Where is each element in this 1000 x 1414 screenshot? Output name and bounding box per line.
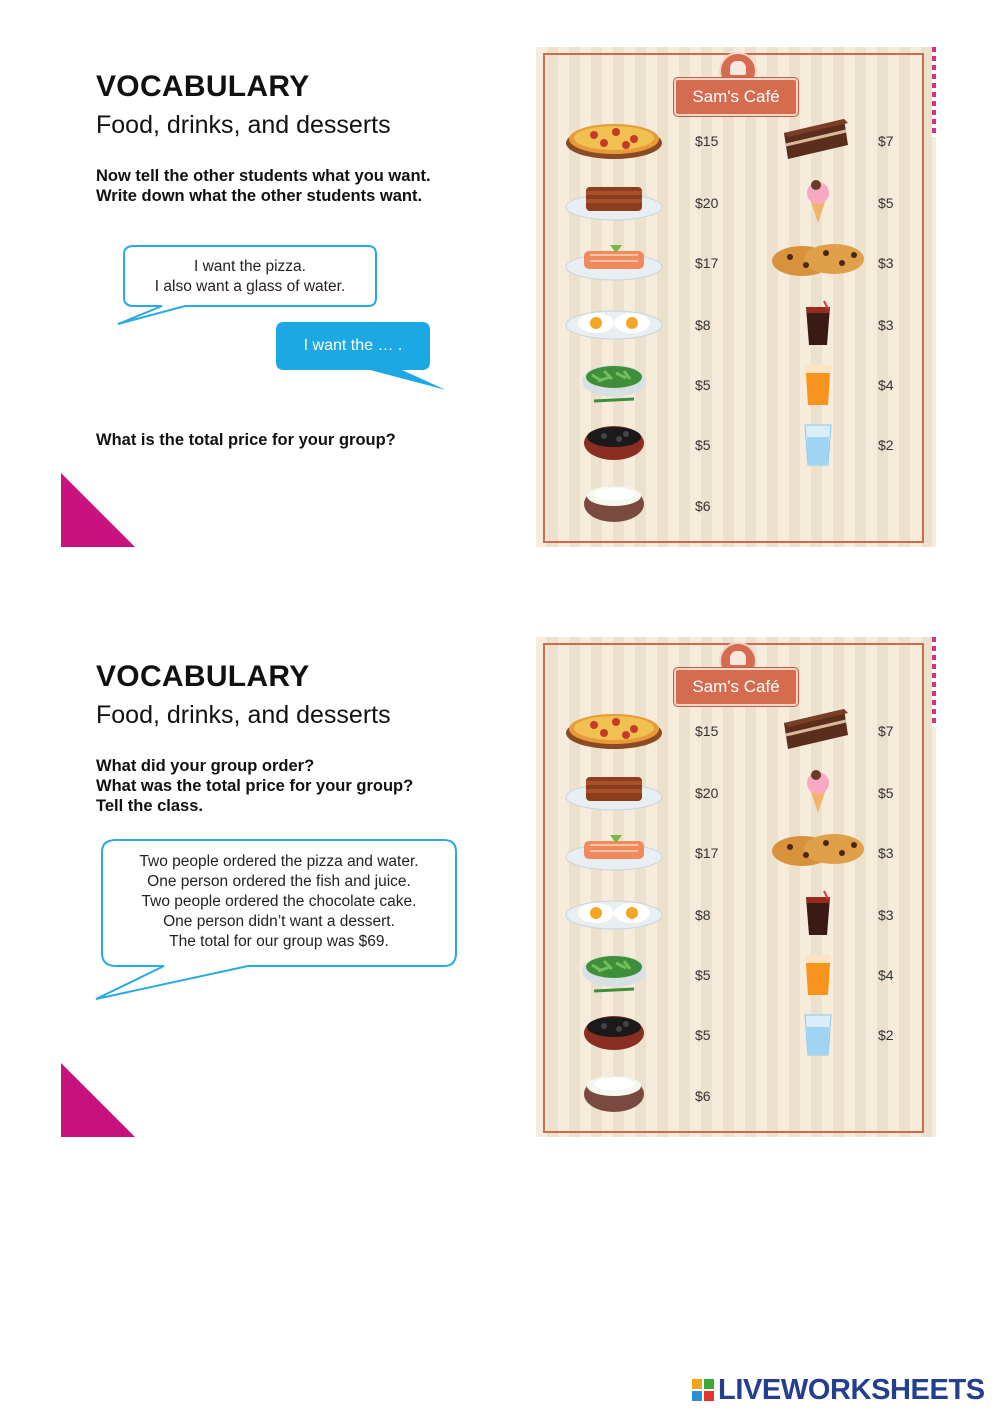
ice-cream-icon	[798, 177, 838, 232]
card-1-instructions	[96, 166, 431, 206]
liveworksheets-logo-icon	[692, 1379, 714, 1401]
bubble-line: I want the pizza.	[193, 258, 306, 275]
steak-icon	[564, 177, 664, 228]
water-glass-icon	[798, 1009, 838, 1064]
black-beans-icon	[564, 1009, 664, 1060]
cola-icon	[798, 299, 838, 354]
menu-price: $2	[878, 437, 894, 453]
menu-price: $20	[695, 785, 719, 801]
instruction-line: Write down what the other students want.	[96, 187, 423, 205]
orange-juice-icon	[798, 949, 838, 1004]
speech-bubble-filled	[276, 322, 446, 390]
eggs-icon	[564, 299, 664, 350]
menu-price: $2	[878, 1027, 894, 1043]
menu-price: $15	[695, 133, 719, 149]
menu-price: $3	[878, 845, 894, 861]
corner-triangle	[61, 473, 135, 547]
menu-price: $6	[695, 498, 711, 514]
card-2-subheading: Food, drinks, and desserts	[96, 701, 391, 729]
steak-icon	[564, 767, 664, 818]
bubble-line: Two people ordered the pizza and water.	[139, 853, 419, 870]
bubble-line: I also want a glass of water.	[154, 278, 346, 295]
pizza-icon	[564, 115, 664, 166]
cookies-icon	[768, 827, 868, 878]
menu-price: $5	[695, 967, 711, 983]
menu-price: $5	[695, 377, 711, 393]
menu-price: $5	[878, 195, 894, 211]
black-beans-icon	[564, 419, 664, 470]
green-beans-icon	[564, 359, 664, 414]
ice-cream-icon	[798, 767, 838, 822]
menu-title-sign	[674, 78, 798, 116]
green-beans-icon	[564, 949, 664, 1004]
bubble-line: One person ordered the fish and juice.	[147, 873, 411, 890]
rice-icon	[564, 480, 664, 531]
menu-stripe	[932, 637, 936, 727]
cola-icon	[798, 889, 838, 944]
menu-price: $4	[878, 377, 894, 393]
card-1-question: What is the total price for your group?	[96, 431, 396, 449]
menu-price: $8	[695, 907, 711, 923]
water-glass-icon	[798, 419, 838, 474]
corner-triangle	[61, 1063, 135, 1137]
menu-price: $7	[878, 133, 894, 149]
bubble-1-text	[125, 257, 375, 297]
menu-price: $3	[878, 255, 894, 271]
instruction-line: Now tell the other students what you want.	[96, 167, 431, 185]
eggs-icon	[564, 889, 664, 940]
salmon-icon	[564, 827, 664, 878]
menu-price: $17	[695, 845, 719, 861]
menu-title: Sam's Café	[692, 87, 780, 106]
salmon-icon	[564, 237, 664, 288]
menu-price: $5	[878, 785, 894, 801]
instruction-line: What did your group order?	[96, 757, 315, 775]
menu-price: $8	[695, 317, 711, 333]
pizza-icon	[564, 705, 664, 756]
menu-price: $20	[695, 195, 719, 211]
bubble-line: The total for our group was $69.	[169, 933, 389, 950]
bubble-blue-text: I want the … .	[303, 337, 403, 354]
menu-title: Sam's Café	[692, 677, 780, 696]
orange-juice-icon	[798, 359, 838, 414]
brand-wordmark: LIVEWORKSHEETS	[718, 1374, 985, 1406]
rice-icon	[564, 1070, 664, 1121]
chocolate-cake-icon	[778, 705, 858, 760]
chocolate-cake-icon	[778, 115, 858, 170]
menu-price: $3	[878, 317, 894, 333]
menu-price: $15	[695, 723, 719, 739]
menu-price: $5	[695, 1027, 711, 1043]
menu-title-sign	[674, 668, 798, 706]
menu-price: $3	[878, 907, 894, 923]
cafe-menu	[536, 47, 936, 547]
menu-price: $6	[695, 1088, 711, 1104]
menu-price: $4	[878, 967, 894, 983]
menu-stripe	[932, 47, 936, 137]
instruction-line: What was the total price for your group?	[96, 777, 414, 795]
card-1-heading: VOCABULARY	[96, 70, 310, 103]
cookies-icon	[768, 237, 868, 288]
menu-price: $17	[695, 255, 719, 271]
card-2-instructions	[96, 756, 413, 816]
instruction-line: Tell the class.	[96, 797, 203, 815]
bubble-line: Two people ordered the chocolate cake.	[141, 893, 417, 910]
card-2-heading: VOCABULARY	[96, 660, 310, 693]
menu-price: $5	[695, 437, 711, 453]
menu-price: $7	[878, 723, 894, 739]
cafe-menu	[536, 637, 936, 1137]
card-1-subheading: Food, drinks, and desserts	[96, 111, 391, 139]
bubble-line: One person didn’t want a dessert.	[163, 913, 395, 930]
bubble-2-text	[102, 852, 456, 952]
